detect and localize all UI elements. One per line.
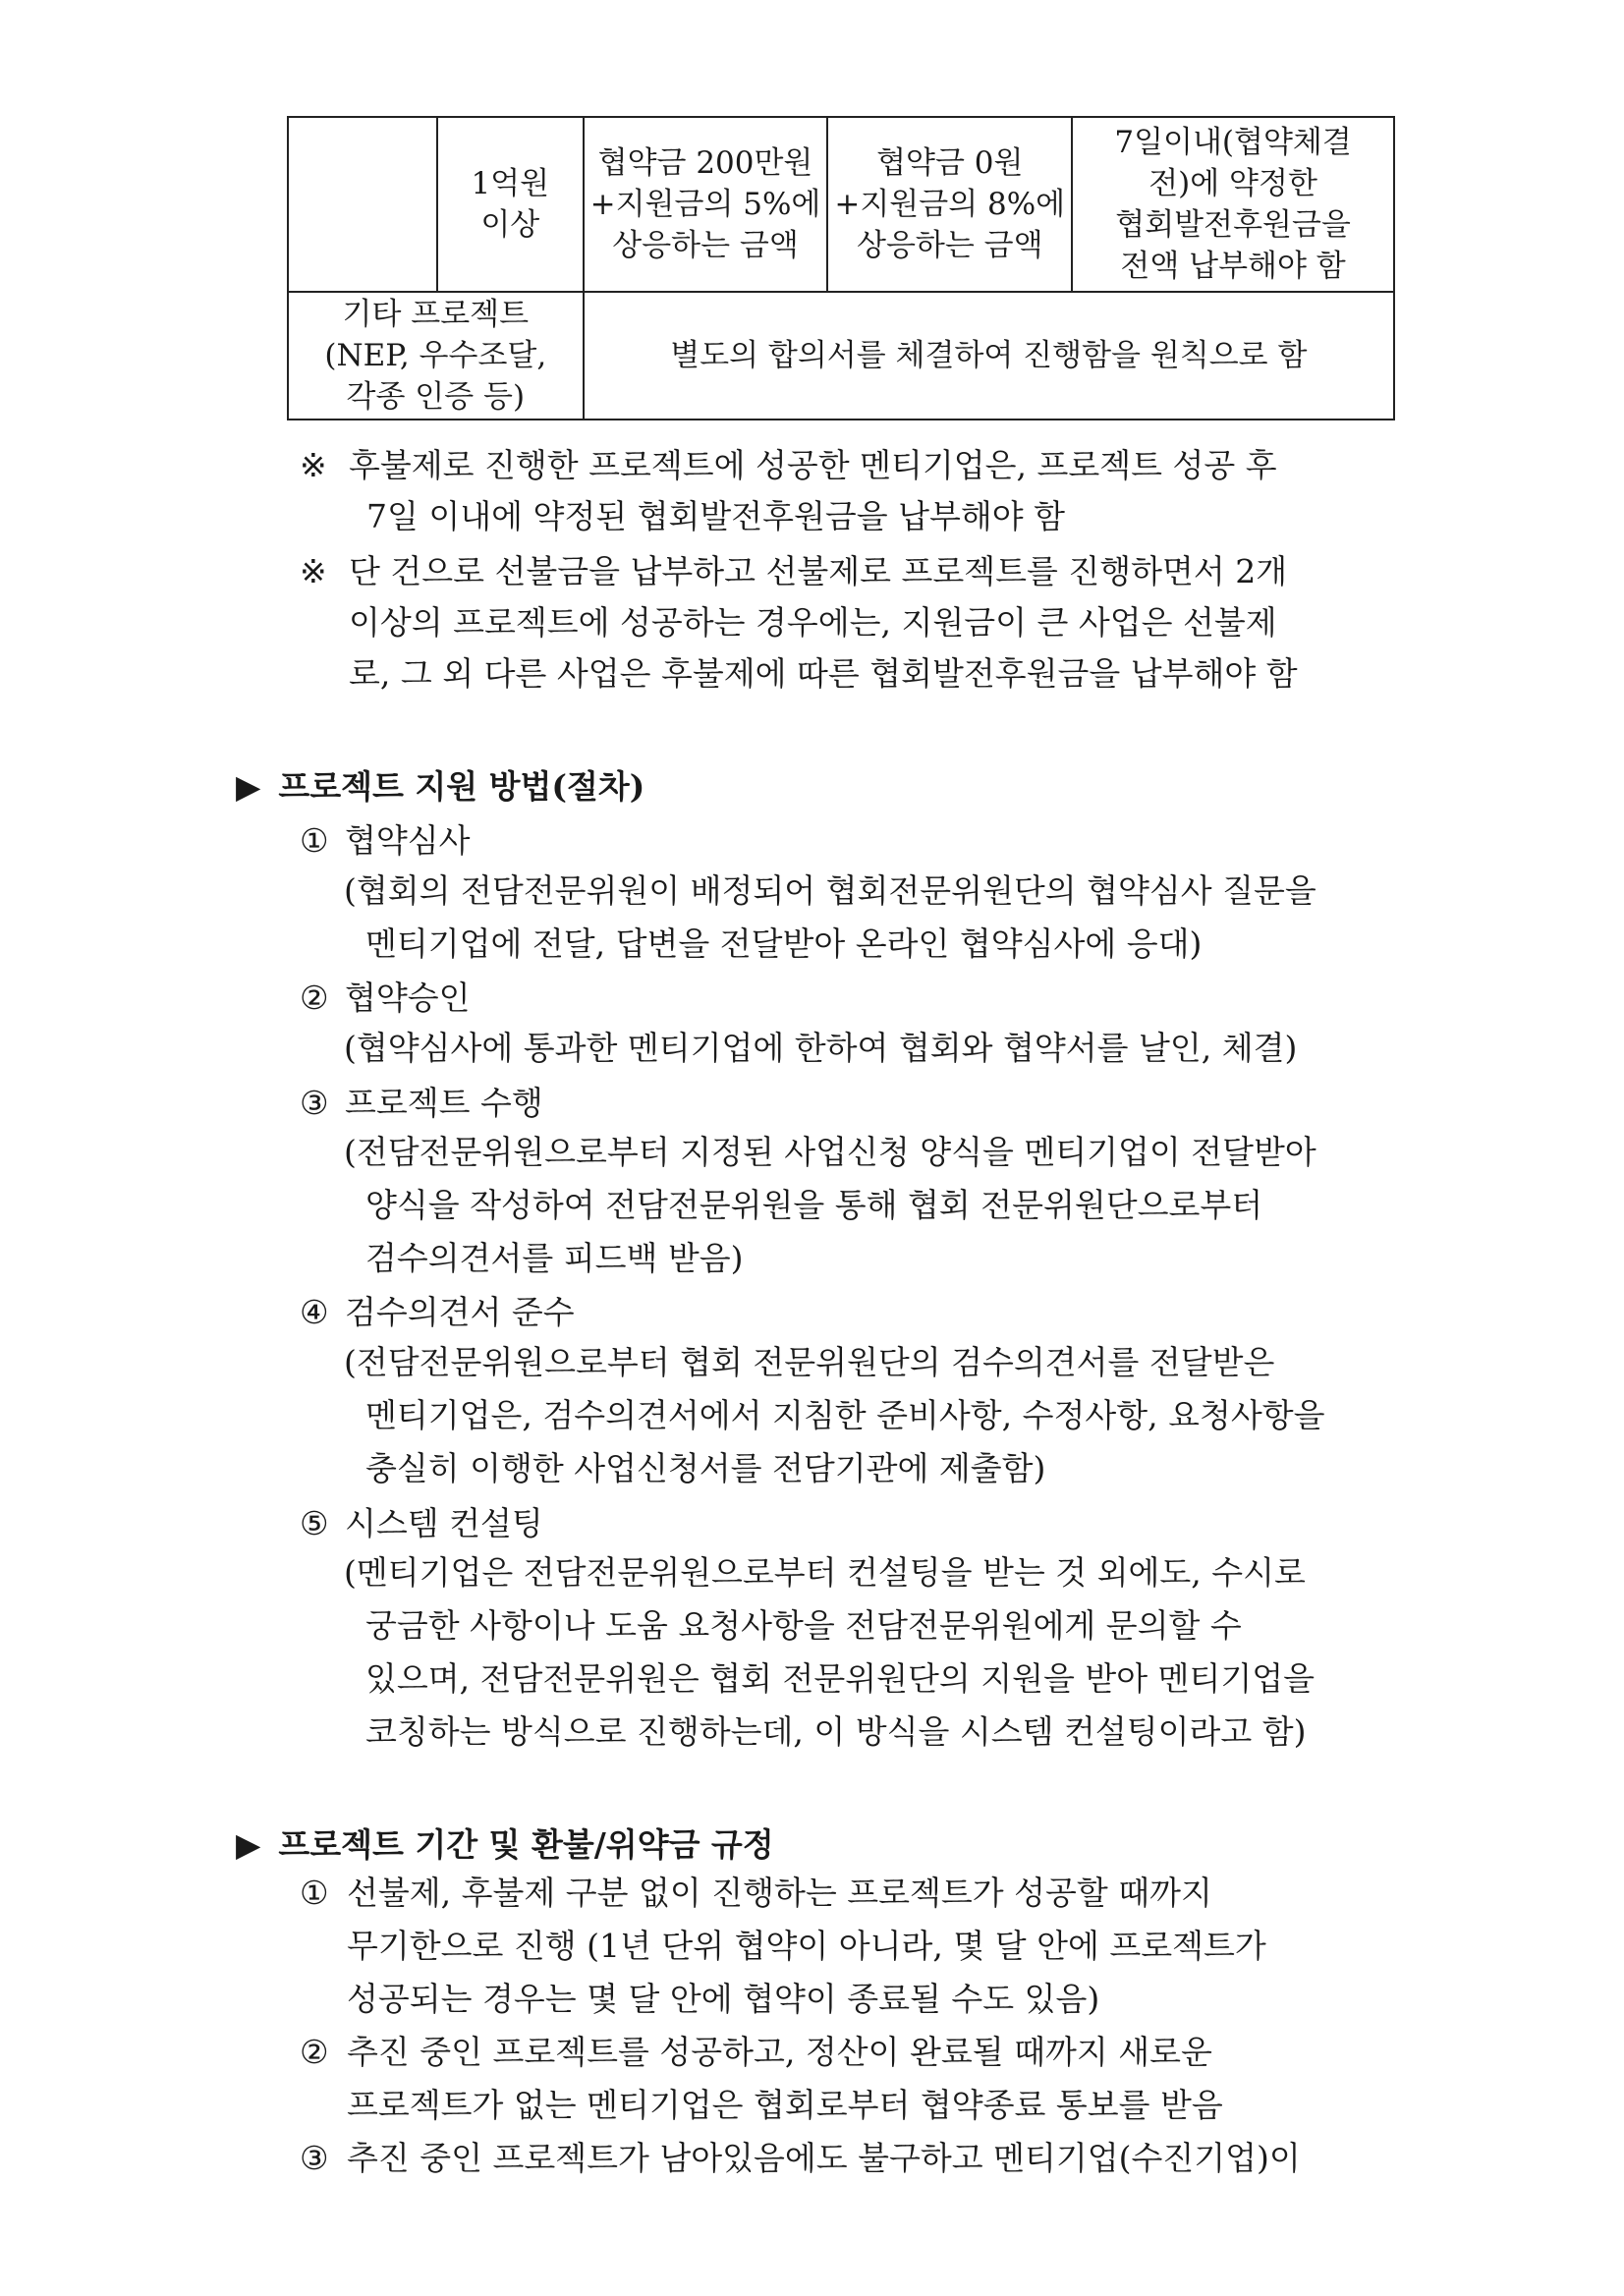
list-item: ② 추진 중인 프로젝트를 성공하고, 정산이 완료될 때까지 새로운 프로젝트가 없는 멘티기업은 협회로부터 협약종료 통보를 받음 — [300, 2033, 1223, 2124]
procedure-desc-4: (전담전문위원으로부터 협회 전문위원단의 검수의견서를 전달받은 멘티기업은, 검수의견서에서 지침한 준비사항, 수정사항, 요청사항을 충실히 이행한 사업신청서를 전담기관에 제출함) — [344, 1343, 1325, 1487]
table-cell-empty — [288, 117, 437, 292]
table-row — [288, 117, 1394, 292]
procedure-desc-5: (멘티기업은 전담전문위원으로부터 컨설팅을 받는 것 외에도, 수시로 궁금한 사항이나 도움 요청사항을 전담전문위원에게 문의할 수 있으며, 전담전문위원은 협회 전문위원단의 지원을 받아 멘티기업을 코칭하는 방식으로 진행하는데, 이 방식을 시스템 컨설팅이라고 함) — [344, 1553, 1316, 1751]
procedure-item-3: ③ 프로젝트 수행 — [300, 1084, 543, 1122]
triangle-bullet-icon: ▶ — [236, 767, 261, 806]
procedure-item-4: ④ 검수의견서 준수 — [300, 1293, 575, 1331]
table-cell-content: 별도의 합의서를 체결하여 진행함을 원칙으로 함 — [584, 292, 1394, 420]
triangle-bullet-icon: ▶ — [236, 1825, 261, 1864]
section-heading-procedure: ▶ 프로젝트 지원 방법(절차) — [236, 767, 645, 806]
table-cell-prepaid: 협약금 200만원 +지원금의 5%에 상응하는 금액 — [584, 117, 828, 292]
table-cell-amount: 1억원 이상 — [437, 117, 584, 292]
period-list — [300, 1867, 1301, 2185]
table-cell-postpaid: 협약금 0원 +지원금의 8%에 상응하는 금액 — [827, 117, 1072, 292]
reference-mark: ※ — [300, 446, 327, 484]
list-item: ③ 추진 중인 프로젝트가 남아있음에도 불구하고 멘티기업(수진기업)이 — [300, 2139, 1301, 2177]
note-text: 후불제로 진행한 프로젝트에 성공한 멘티기업은, 프로젝트 성공 후 7일 이내에 약정된 협회발전후원금을 납부해야 함 — [349, 446, 1277, 535]
reference-mark: ※ — [300, 552, 327, 590]
procedure-item-1: ① 협약심사 — [300, 821, 471, 860]
fee-table — [287, 116, 1395, 420]
note-text: 단 건으로 선불금을 납부하고 선불제로 프로젝트를 진행하면서 2개 이상의 프로젝트에 성공하는 경우에는, 지원금이 큰 사업은 선불제 로, 그 외 다른 사업은 후불제에 따른 협회발전후원금을 납부해야 함 — [349, 552, 1298, 693]
section-heading-period-refund: ▶ 프로젝트 기간 및 환불/위약금 규정 — [236, 1825, 774, 1864]
procedure-desc-3: (전담전문위원으로부터 지정된 사업신청 양식을 멘티기업이 전달받아 양식을 작성하여 전담전문위원을 통해 협회 전문위원단으로부터 검수의견서를 피드백 받음) — [344, 1133, 1316, 1277]
procedure-item-2: ② 협약승인 — [300, 979, 471, 1017]
table-row — [288, 292, 1394, 420]
table-cell-category: 기타 프로젝트 (NEP, 우수조달, 각종 인증 등) — [288, 292, 584, 420]
table-cell-deadline: 7일이내(협약체결 전)에 약정한 협회발전후원금을 전액 납부해야 함 — [1072, 117, 1394, 292]
list-item: ① 선불제, 후불제 구분 없이 진행하는 프로젝트가 성공할 때까지 무기한으로 진행 (1년 단위 협약이 아니라, 몇 달 안에 프로젝트가 성공되는 경우는 몇 달 안에 협약이 종료될 수도 있음) — [300, 1874, 1266, 2018]
procedure-desc-1: (협회의 전담전문위원이 배정되어 협회전문위원단의 협약심사 질문을 멘티기업에 전달, 답변을 전달받아 온라인 협약심사에 응대) — [344, 871, 1316, 963]
procedure-item-5: ⑤ 시스템 컨설팅 — [300, 1504, 543, 1542]
procedure-desc-2: (협약심사에 통과한 멘티기업에 한하여 협회와 협약서를 날인, 체결) — [344, 1029, 1298, 1067]
